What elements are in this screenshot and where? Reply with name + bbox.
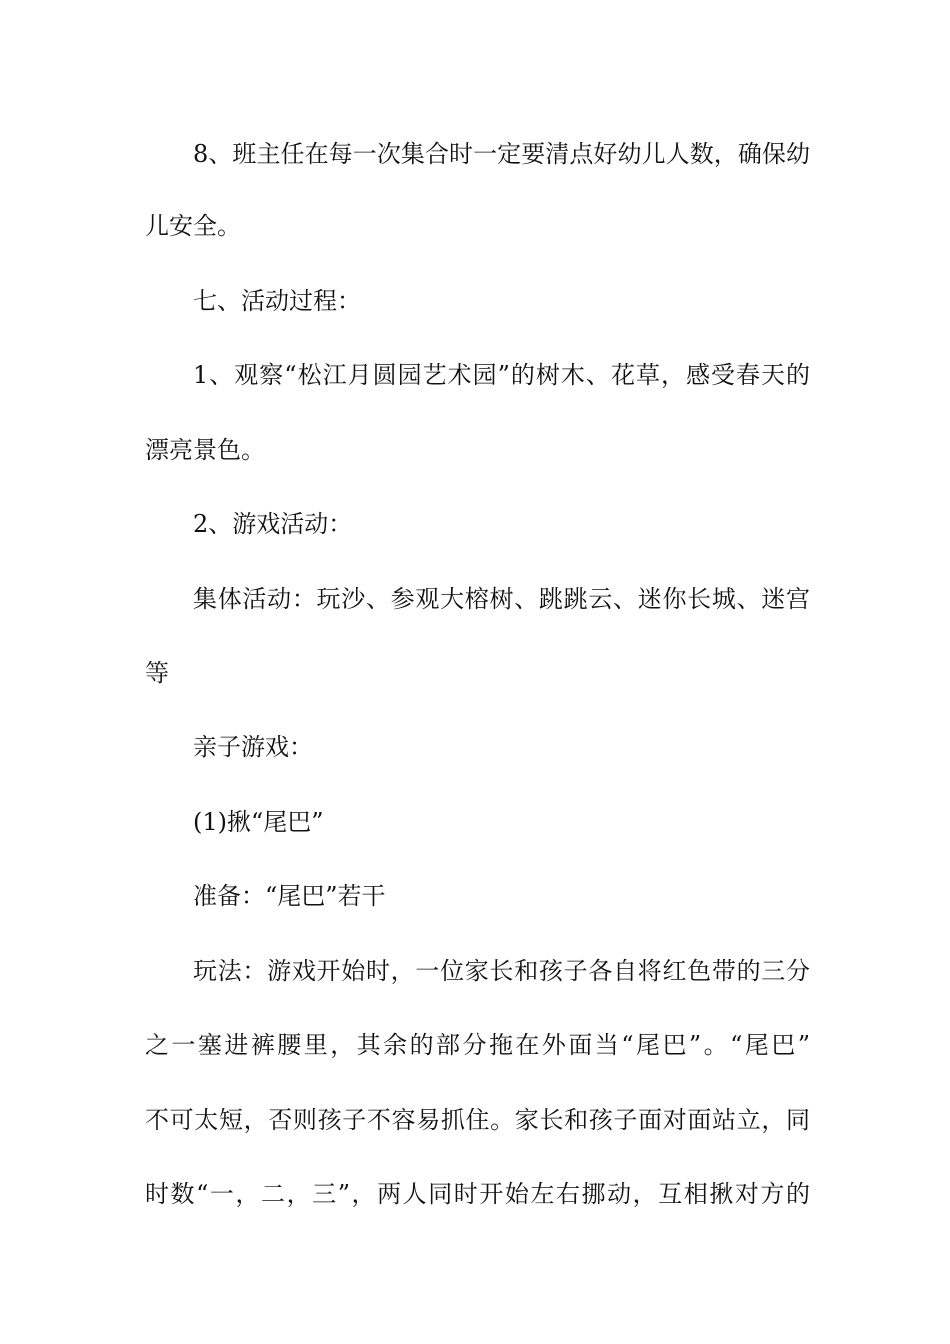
paragraph-line: 8、班主任在每一次集合时一定要清点好幼儿人数，确保幼 xyxy=(193,140,810,168)
paragraph-line: (1)揪“尾巴” xyxy=(193,808,324,836)
paragraph-line: 漂亮景色。 xyxy=(145,436,265,464)
paragraph-line: 2、游戏活动： xyxy=(193,510,353,538)
paragraph-line: 准备：“尾巴”若干 xyxy=(193,882,386,910)
paragraph-line: 儿安全。 xyxy=(145,212,241,240)
paragraph-line: 玩法：游戏开始时，一位家长和孩子各自将红色带的三分 xyxy=(193,957,810,985)
paragraph-line: 之一塞进裤腰里，其余的部分拖在外面当“尾巴”。“尾巴” xyxy=(145,1031,810,1059)
paragraph-line: 集体活动：玩沙、参观大榕树、跳跳云、迷你长城、迷宫 xyxy=(193,585,810,613)
paragraph-line: 1、观察“松江月圆园艺术园”的树木、花草，感受春天的 xyxy=(193,361,810,389)
paragraph-line: 时数“一，二，三”，两人同时开始左右挪动，互相揪对方的 xyxy=(145,1180,810,1208)
section-heading: 七、活动过程： xyxy=(193,287,361,315)
paragraph-line: 不可太短，否则孩子不容易抓住。家长和孩子面对面站立，同 xyxy=(145,1106,810,1134)
paragraph-line: 亲子游戏： xyxy=(193,733,313,761)
paragraph-line: 等 xyxy=(145,659,169,687)
